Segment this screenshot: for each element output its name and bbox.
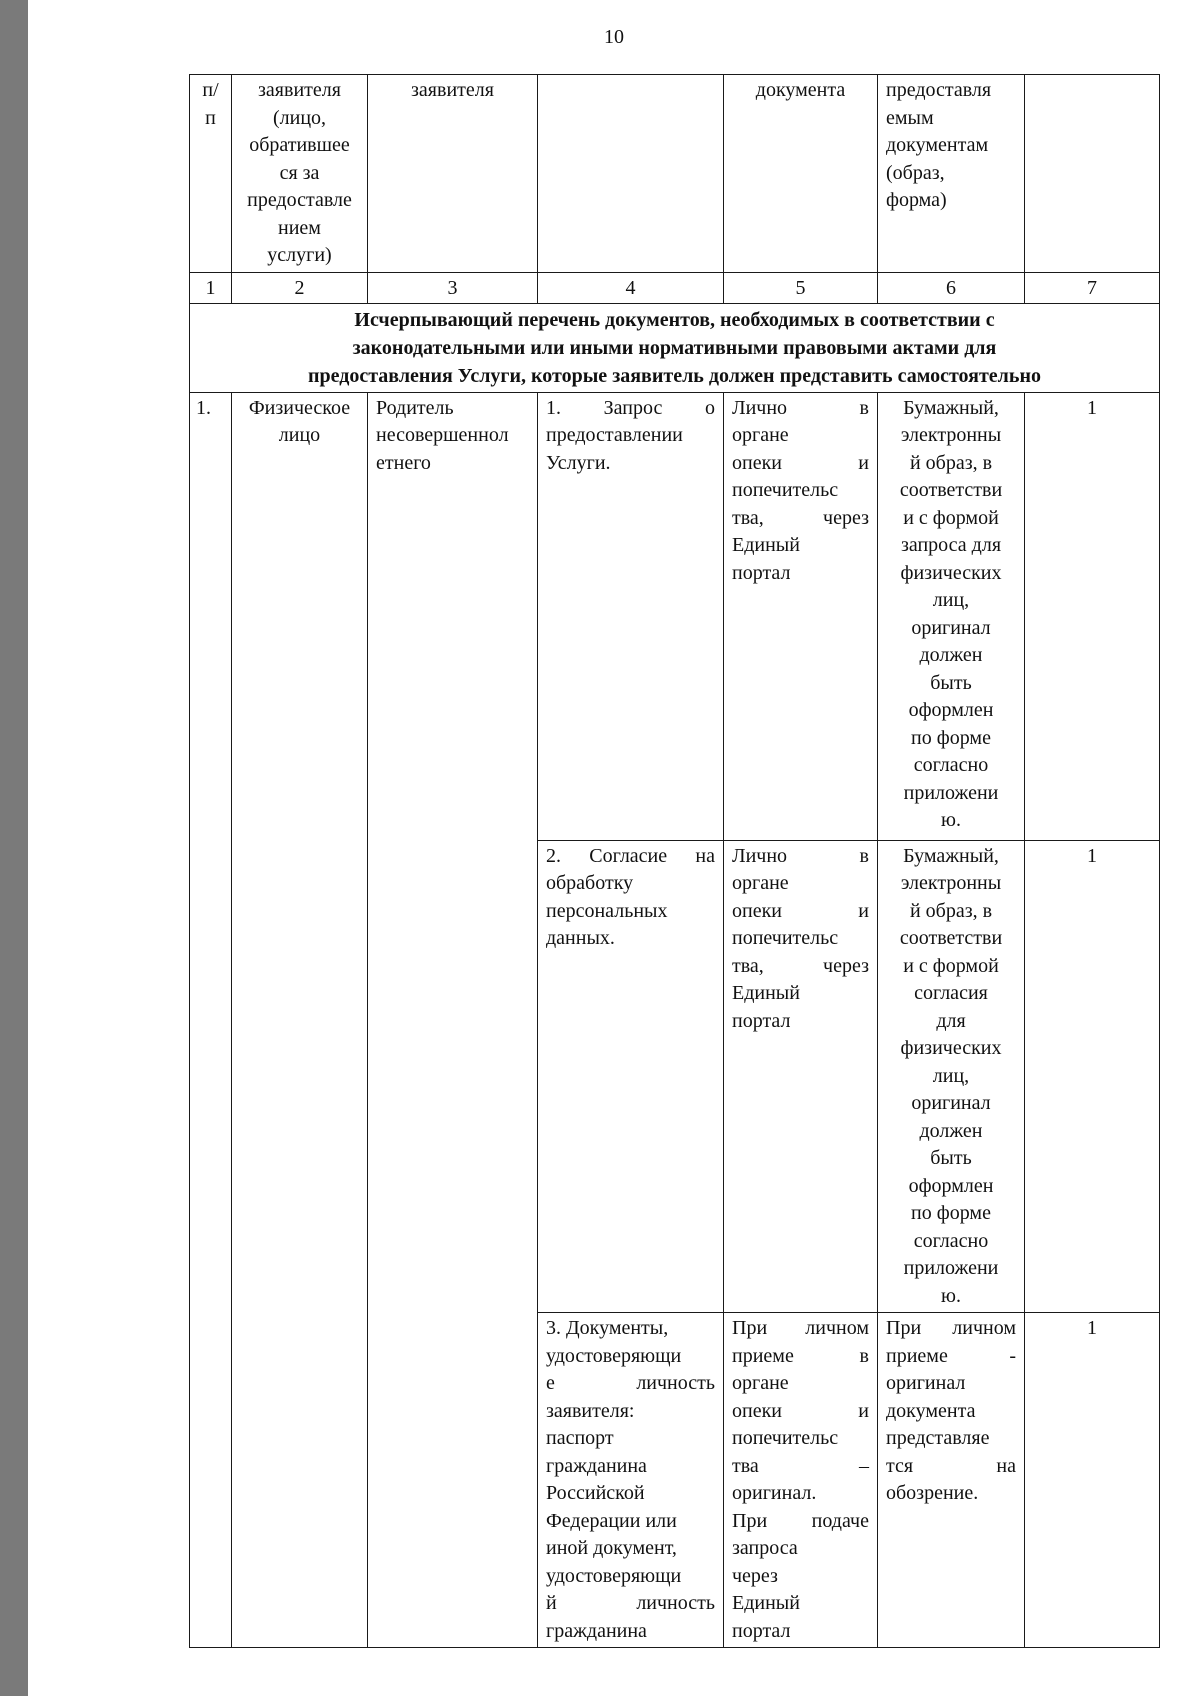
cell-text-line: Исчерпывающий перечень документов, необходимых в соответствии с [354,308,995,331]
column-number: 3 [368,272,538,303]
cell-text-line: (лицо, [272,106,327,129]
cell-text-line: При личном [732,1317,869,1339]
cell-text-line: заявителя [258,79,341,101]
cell-text-line: емым [886,106,934,129]
cell-text-line: форма) [886,189,947,211]
cell-text-line: предоставлении [546,424,683,446]
cell-text-line: тва – [732,1454,869,1477]
applicant-category [232,392,368,1648]
column-number: 1 [190,272,232,303]
cell-text-line: оригинал. [732,1482,817,1504]
document-requirements [878,392,1025,840]
cell-text-line: запроса [732,1537,798,1559]
cell-text-line: заявителя [411,79,494,101]
cell-text-line: соответстви [899,479,1003,501]
cell-text-line: физических [900,561,1002,584]
cell-text-line: нием [278,216,321,239]
cell-text-line: и с формой [903,954,999,977]
column-number: 4 [538,272,724,303]
cell-text-line: электронны [900,872,1002,894]
cell-text-line: гражданина [546,1619,647,1642]
submission-method [724,1313,878,1648]
header-cell-6 [878,75,1025,273]
cell-text-line: оригинал [886,1372,966,1394]
page-number: 10 [604,26,624,48]
cell-text-line: етнего [376,451,431,474]
cell-text-line: по форме [911,726,991,749]
cell-text-line: представляе [886,1427,990,1449]
cell-text-line: услуги) [267,244,332,266]
document-count: 1 [1025,840,1160,1313]
cell-text-line: приложени [903,1257,999,1279]
cell-text-line: Российской [546,1482,645,1504]
submission-method [724,392,878,840]
cell-text-line: должен [919,1119,983,1142]
cell-text-line: тва, через [732,506,869,529]
cell-text-line: Лично в [732,396,869,419]
header-cell-4 [538,75,724,273]
cell-text-line: е личность [546,1372,715,1394]
column-numbers-row [190,272,1160,303]
cell-text-line: Единый [732,982,800,1004]
cell-text-line: оформлен [908,1174,994,1197]
cell-text-line: для [936,1009,966,1032]
cell-text-line: Бумажный, [903,396,999,419]
cell-text-line: й личность [546,1592,715,1614]
cell-text-line: оригинал [911,1092,991,1114]
cell-text-line: й образ, в [909,899,993,922]
cell-text-line: Единый [732,1592,800,1614]
entry-number [190,392,232,1648]
cell-text-line: Федерации или [546,1509,677,1532]
cell-text-line: электронны [900,424,1002,446]
cell-text-line: При подаче [732,1509,869,1532]
section-title-row [190,303,1160,392]
cell-text-line: попечительс [732,479,839,501]
cell-text-line: документа [886,1399,976,1422]
cell-text-line: приеме в [732,1344,869,1367]
cell-text-line: удостоверяющи [546,1564,682,1587]
cell-text-line: оформлен [908,699,994,721]
cell-text-line: лиц, [932,589,970,611]
cell-text-line: п [205,106,216,129]
cell-text-line: запроса для [900,534,1002,556]
cell-text-line: персональных [546,899,668,922]
column-number: 2 [232,272,368,303]
cell-text-line: быть [930,671,972,694]
cell-text-line: по форме [911,1202,991,1224]
cell-text-line: предоставля [886,79,992,101]
document-name [538,1313,724,1648]
cell-text-line: физических [900,1037,1002,1059]
cell-text-line: п/ [202,79,219,101]
cell-text-line: Лично в [732,844,869,867]
cell-text-line: удостоверяющи [546,1344,682,1367]
column-number: 7 [1025,272,1160,303]
cell-text-line: ю. [941,1284,961,1307]
cell-text-line: предоставления Услуги, которые заявитель должен представить самостоятельно [307,364,1042,387]
header-cell-1 [190,75,232,273]
cell-text-line: попечительс [732,1427,839,1449]
cell-text-line: 1. Запрос о [546,396,715,419]
cell-text-line: данных. [546,927,615,949]
header-cell-2 [232,75,368,273]
cell-text-line: несовершеннол [376,424,509,446]
document-requirements [878,1313,1025,1648]
cell-text-line: органе [732,424,789,446]
cell-text-line: опеки и [732,899,869,922]
table-row [190,392,1160,840]
cell-text-line: Услуги. [546,451,611,474]
cell-text-line: соответстви [899,927,1003,949]
cell-text-line: иной документ, [546,1537,677,1559]
section-title [190,303,1160,392]
cell-text-line: попечительс [732,927,839,949]
cell-text-line: документа [755,79,846,101]
cell-text-line: и с формой [903,506,999,529]
column-number: 6 [878,272,1025,303]
documents-table [189,74,1160,1648]
cell-text-line: 1. [196,396,211,419]
cell-text-line: обработку [546,872,634,894]
document-name [538,840,724,1313]
cell-text-line: портал [732,561,791,584]
cell-text-line: паспорт [546,1427,614,1449]
cell-text-line: опеки и [732,1399,869,1422]
cell-text-line: При личном [886,1317,1016,1339]
cell-text-line: ю. [941,809,961,831]
document-page [28,0,1200,1696]
cell-text-line: Родитель [376,396,454,419]
cell-text-line: обратившее [249,134,350,156]
cell-text-line: законодательными или иными нормативными правовыми актами для [352,336,997,359]
cell-text-line: 2. Согласие на [546,844,715,867]
cell-text-line: ся за [279,161,320,184]
cell-text-line: портал [732,1619,791,1642]
cell-text-line: органе [732,872,789,894]
cell-text-line: лиц, [932,1064,970,1087]
cell-text-line: Единый [732,534,800,556]
document-name [538,392,724,840]
cell-text-line: через [732,1564,778,1587]
cell-text-line: Физическое [248,396,351,419]
submission-method [724,840,878,1313]
cell-text-line: 3. Документы, [546,1317,669,1339]
column-number: 5 [724,272,878,303]
cell-text-line: предоставле [247,189,352,211]
cell-text-line: согласно [913,754,989,776]
cell-text-line: органе [732,1372,789,1394]
cell-text-line: гражданина [546,1454,647,1477]
document-count: 1 [1025,392,1160,840]
table-header-row [190,75,1160,273]
cell-text-line: оригинал [911,616,991,639]
cell-text-line: тва, через [732,954,869,977]
cell-text-line: приложени [903,781,999,804]
cell-text-line: документам [886,134,989,156]
applicant-representative [368,392,538,1648]
cell-text-line: приеме - [886,1344,1016,1367]
cell-text-line: обозрение. [886,1482,979,1504]
cell-text-line: согласно [913,1229,989,1252]
cell-text-line: должен [919,644,983,666]
cell-text-line: Бумажный, [903,844,999,867]
cell-text-line: й образ, в [909,451,993,474]
cell-text-line: опеки и [732,451,869,474]
cell-text-line: портал [732,1009,791,1032]
header-cell-7 [1025,75,1160,273]
cell-text-line: (образ, [886,161,945,184]
document-count: 1 [1025,1313,1160,1648]
cell-text-line: тся на [886,1454,1016,1477]
cell-text-line: лицо [278,424,321,446]
header-cell-5 [724,75,878,273]
document-requirements [878,840,1025,1313]
cell-text-line: согласия [914,982,988,1004]
header-cell-3 [368,75,538,273]
cell-text-line: быть [930,1147,972,1169]
cell-text-line: заявителя: [546,1399,635,1422]
